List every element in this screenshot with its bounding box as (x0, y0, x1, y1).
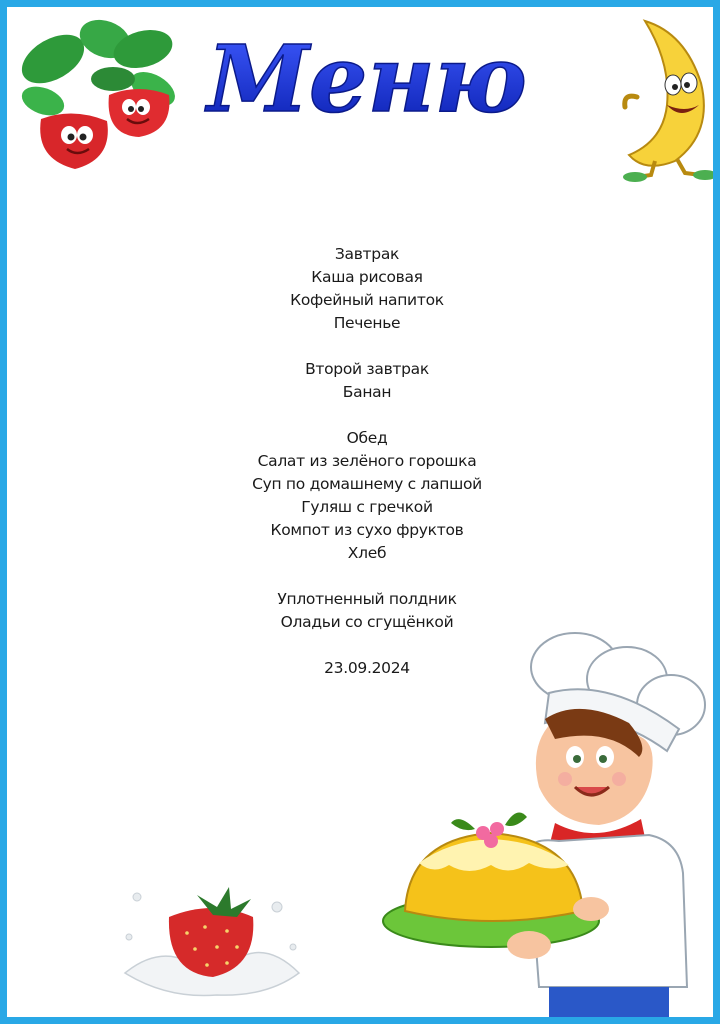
chef-boy-illustration (379, 627, 715, 1024)
menu-item: Каша рисовая (311, 268, 423, 286)
banana-illustration (615, 13, 720, 183)
menu-item: Оладьи со сгущёнкой (280, 613, 454, 631)
menu-item: Салат из зелёного горошка (257, 452, 477, 470)
section-heading-lunch: Обед (346, 429, 388, 447)
menu-item: Печенье (333, 314, 401, 332)
section-heading-second-breakfast: Второй завтрак (305, 360, 429, 378)
menu-item: Хлеб (347, 544, 387, 562)
menu-item: Суп по домашнему с лапшой (252, 475, 482, 493)
menu-item: Компот из сухо фруктов (270, 521, 464, 539)
menu-title-text: Меню (207, 25, 527, 133)
strawberries-illustration (13, 9, 185, 179)
strawberry-splash-illustration (117, 877, 307, 1005)
menu-item: Гуляш с гречкой (301, 498, 433, 516)
menu-item: Кофейный напиток (290, 291, 444, 309)
strawberry-left (40, 113, 108, 169)
strawberry-right (109, 89, 170, 137)
section-heading-afternoon-snack: Уплотненный полдник (277, 590, 457, 608)
menu-item: Банан (342, 383, 392, 401)
menu-title-graphic (197, 19, 537, 137)
section-heading-breakfast: Завтрак (334, 245, 400, 263)
menu-date: 23.09.2024 (324, 659, 410, 677)
menu-title (197, 19, 537, 137)
menu-content (167, 243, 567, 680)
